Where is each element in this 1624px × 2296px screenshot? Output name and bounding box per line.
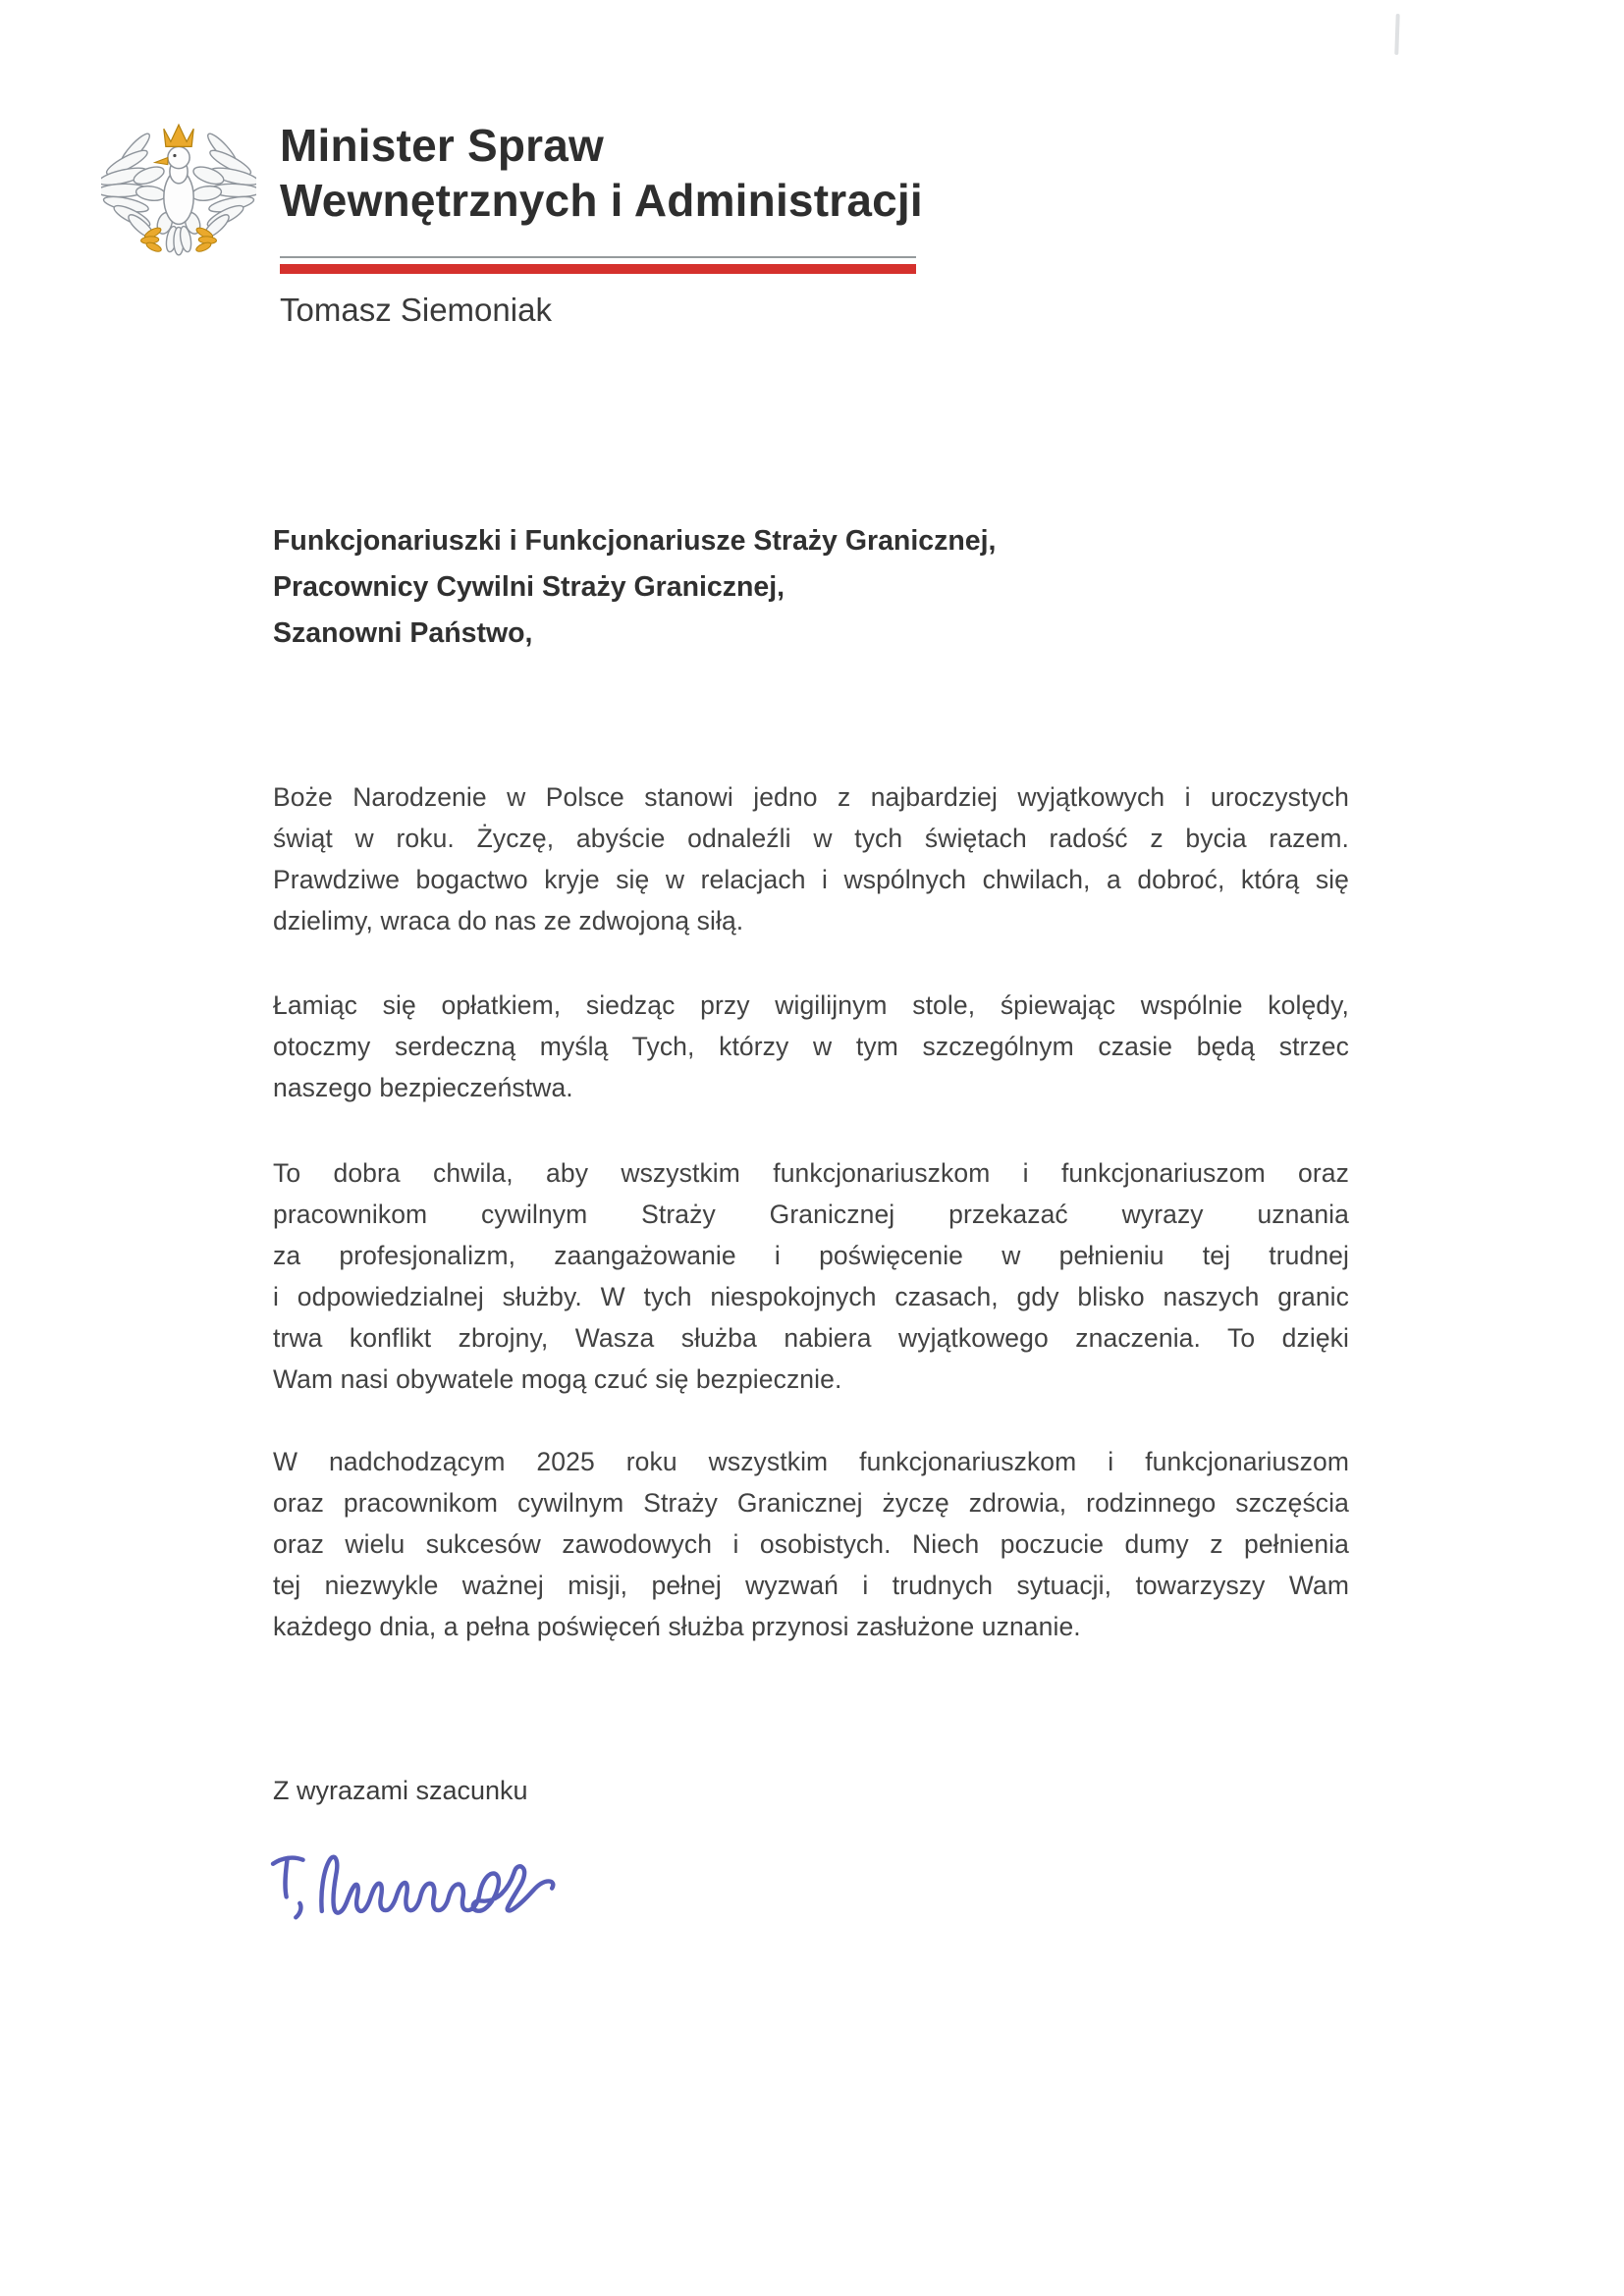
ministry-title (280, 118, 923, 228)
paragraph-line: tej niezwykle ważnej misji, pełnej wyzwań i trudnych sytuacji, towarzyszy Wam (273, 1571, 1349, 1600)
letterhead-rule-red (280, 264, 916, 274)
paragraph-line: za profesjonalizm, zaangażowanie i poświęcenie w pełnieniu tej trudnej (273, 1241, 1349, 1270)
paragraph-line: To dobra chwila, aby wszystkim funkcjonariuszkom i funkcjonariuszom oraz (273, 1158, 1349, 1188)
closing-phrase: Z wyrazami szacunku (273, 1776, 528, 1805)
ministry-title-line2: Wewnętrznych i Administracji (280, 175, 923, 226)
minister-name: Tomasz Siemoniak (280, 292, 552, 328)
handwritten-signature (265, 1834, 565, 1932)
scan-artifact-mark (1394, 14, 1399, 55)
polish-eagle-emblem (101, 116, 256, 275)
salutation (273, 518, 1353, 657)
paragraph-line: Wam nasi obywatele mogą czuć się bezpiecznie. (273, 1364, 842, 1394)
paragraph-3 (273, 1152, 1349, 1400)
ministry-title-line1: Minister Spraw (280, 120, 604, 171)
paragraph-line: i odpowiedzialnej służby. W tych niespokojnych czasach, gdy blisko naszych granic (273, 1282, 1349, 1311)
paragraph-line: Prawdziwe bogactwo kryje się w relacjach i wspólnych chwilach, a dobroć, którą się (273, 865, 1349, 894)
paragraph-2 (273, 985, 1349, 1108)
paragraph-1 (273, 776, 1349, 941)
paragraph-line: każdego dnia, a pełna poświęceń służba przynosi zasłużone uznanie. (273, 1612, 1081, 1641)
salutation-line: Funkcjonariuszki i Funkcjonariusze Straży Granicznej, (273, 525, 997, 557)
paragraph-line: otoczmy serdeczną myślą Tych, którzy w tym szczególnym czasie będą strzec (273, 1032, 1349, 1061)
paragraph-line: Łamiąc się opłatkiem, siedząc przy wigilijnym stole, śpiewając wspólnie kolędy, (273, 990, 1349, 1020)
paragraph-4 (273, 1441, 1349, 1647)
paragraph-line: oraz pracownikom cywilnym Straży Granicznej życzę zdrowia, rodzinnego szczęścia (273, 1488, 1349, 1518)
salutation-line: Szanowni Państwo, (273, 617, 533, 649)
paragraph-line: trwa konflikt zbrojny, Wasza służba nabiera wyjątkowego znaczenia. To dzięki (273, 1323, 1349, 1353)
paragraph-line: oraz wielu sukcesów zawodowych i osobistych. Niech poczucie dumy z pełnienia (273, 1529, 1349, 1559)
paragraph-line: dzielimy, wraca do nas ze zdwojoną siłą. (273, 906, 744, 935)
paragraph-line: W nadchodzącym 2025 roku wszystkim funkcjonariuszkom i funkcjonariuszom (273, 1447, 1349, 1476)
salutation-line: Pracownicy Cywilni Straży Granicznej, (273, 571, 785, 603)
paragraph-line: świąt w roku. Życzę, abyście odnaleźli w tych świętach radość z bycia razem. (273, 824, 1349, 853)
paragraph-line: Boże Narodzenie w Polsce stanowi jedno z najbardziej wyjątkowych i uroczystych (273, 782, 1349, 812)
paragraph-line: naszego bezpieczeństwa. (273, 1073, 573, 1102)
paragraph-line: pracownikom cywilnym Straży Granicznej przekazać wyrazy uznania (273, 1200, 1349, 1229)
letterhead-rule-thin (280, 256, 916, 258)
